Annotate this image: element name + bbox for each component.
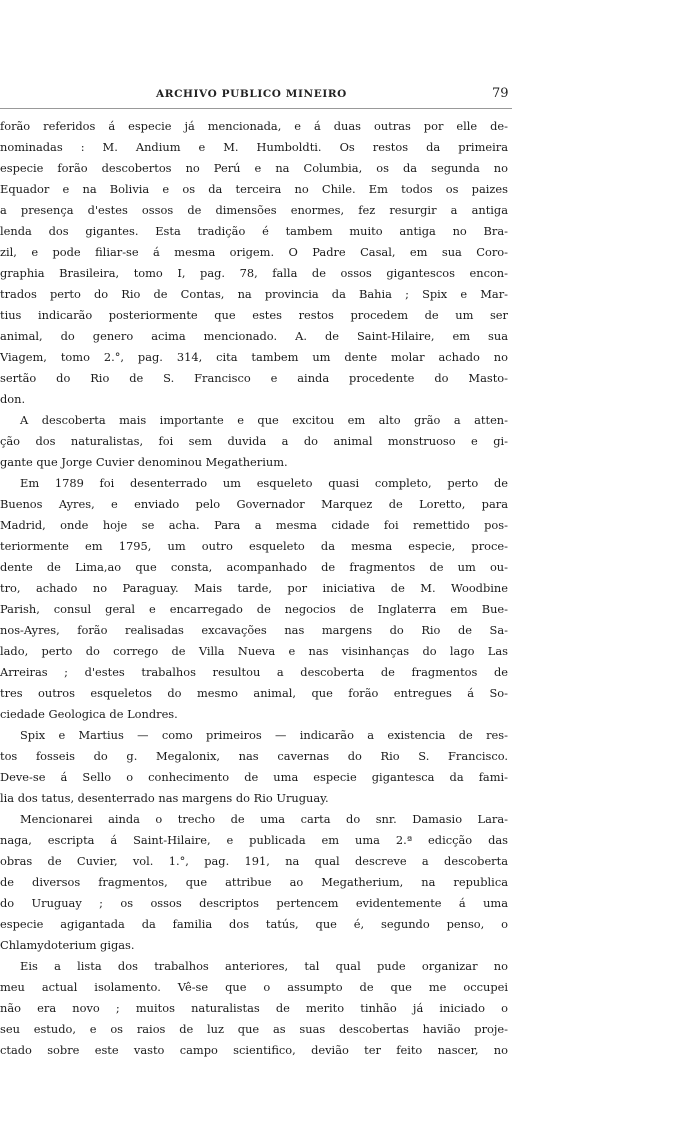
text-line: nos-Ayres, forão realisadas excavações nas margens do Rio de Sa-: [0, 623, 508, 637]
text-line: teriormente em 1795, um outro esqueleto da mesma especie, proce-: [0, 539, 508, 553]
text-line: zil, e pode filiar-se á mesma origem. O Padre Casal, em sua Coro-: [0, 245, 508, 259]
text-line: de diversos fragmentos, que attribue ao Megatherium, na republica: [0, 875, 508, 889]
text-line: sertão do Rio de S. Francisco e ainda procedente do Masto-: [0, 371, 508, 385]
text-line: meu actual isolamento. Vê-se que o assumpto de que me occupei: [0, 980, 508, 994]
text-line: Deve-se á Sello o conhecimento de uma especie gigantesca da fami-: [0, 770, 508, 784]
text-line: lia dos tatus, desenterrado nas margens do Rio Uruguay.: [0, 791, 329, 805]
text-line: Parish, consul geral e encarregado de negocios de Inglaterra em Bue-: [0, 602, 508, 616]
text-line: ciedade Geologica de Londres.: [0, 707, 178, 721]
text-line: animal, do genero acima mencionado. A. de Saint-Hilaire, em sua: [0, 329, 508, 343]
text-line: tres outros esqueletos do mesmo animal, que forão entregues á So-: [0, 686, 508, 700]
body-text: [0, 116, 508, 1061]
text-line: don.: [0, 392, 26, 406]
text-line: tos fosseis do g. Megalonix, nas cavernas do Rio S. Francisco.: [0, 749, 508, 763]
text-line: dente de Lima,ao que consta, acompanhado de fragmentos de um ou-: [0, 560, 508, 574]
text-line: lenda dos gigantes. Esta tradição é tambem muito antiga no Bra-: [0, 224, 508, 238]
text-line: graphia Brasileira, tomo I, pag. 78, falla de ossos gigantescos encon-: [0, 266, 508, 280]
text-line: Mencionarei ainda o trecho de uma carta do snr. Damasio Lara-: [20, 812, 508, 826]
text-line: tius indicarão posteriormente que estes restos procedem de um ser: [0, 308, 508, 322]
text-line: Chlamydoterium gigas.: [0, 938, 135, 952]
text-line: obras de Cuvier, vol. 1.°, pag. 191, na qual descreve a descoberta: [0, 854, 508, 868]
text-line: ção dos naturalistas, foi sem duvida a do animal monstruoso e gi-: [0, 434, 508, 448]
header-rule: [0, 108, 512, 109]
text-line: Madrid, onde hoje se acha. Para a mesma cidade foi remettido pos-: [0, 518, 508, 532]
text-line: nominadas : M. Andium e M. Humboldti. Os restos da primeira: [0, 140, 508, 154]
text-line: trados perto do Rio de Contas, na provincia da Bahia ; Spix e Mar-: [0, 287, 508, 301]
text-line: não era novo ; muitos naturalistas de merito tinhão já iniciado o: [0, 1001, 508, 1015]
text-line: Arreiras ; d'estes trabalhos resultou a descoberta de fragmentos de: [0, 665, 508, 679]
text-line: naga, escripta á Saint-Hilaire, e publicada em uma 2.ª edicção das: [0, 833, 508, 847]
running-title: ARCHIVO PUBLICO MINEIRO: [156, 88, 347, 100]
text-line: Eis a lista dos trabalhos anteriores, tal qual pude organizar no: [20, 959, 508, 973]
text-line: Buenos Ayres, e enviado pelo Governador Marquez de Loretto, para: [0, 497, 508, 511]
text-line: especie agigantada da familia dos tatús, que é, segundo penso, o: [0, 917, 508, 931]
text-line: Em 1789 foi desenterrado um esqueleto quasi completo, perto de: [20, 476, 508, 490]
text-line: Viagem, tomo 2.°, pag. 314, cita tambem um dente molar achado no: [0, 350, 508, 364]
text-line: seu estudo, e os raios de luz que as suas descobertas havião proje-: [0, 1022, 508, 1036]
text-line: Spix e Martius — como primeiros — indicarão a existencia de res-: [20, 728, 508, 742]
text-line: a presença d'estes ossos de dimensões enormes, fez resurgir a antiga: [0, 203, 508, 217]
text-line: gante que Jorge Cuvier denominou Megatherium.: [0, 455, 288, 469]
text-line: especie forão descobertos no Perú e na Columbia, os da segunda no: [0, 161, 508, 175]
text-line: tro, achado no Paraguay. Mais tarde, por iniciativa de M. Woodbine: [0, 581, 508, 595]
page-number: 79: [492, 86, 509, 101]
text-line: ctado sobre este vasto campo scientifico, devião ter feito nascer, no: [0, 1043, 508, 1057]
text-line: forão referidos á especie já mencionada, e á duas outras por elle de-: [0, 119, 508, 133]
text-line: Equador e na Bolivia e os da terceira no Chile. Em todos os paizes: [0, 182, 508, 196]
text-line: do Uruguay ; os ossos descriptos pertencem evidentemente á uma: [0, 896, 508, 910]
text-line: A descoberta mais importante e que excitou em alto grão a atten-: [20, 413, 508, 427]
page-header: [0, 88, 560, 108]
text-line: lado, perto do corrego de Villa Nueva e nas visinhanças do lago Las: [0, 644, 508, 658]
